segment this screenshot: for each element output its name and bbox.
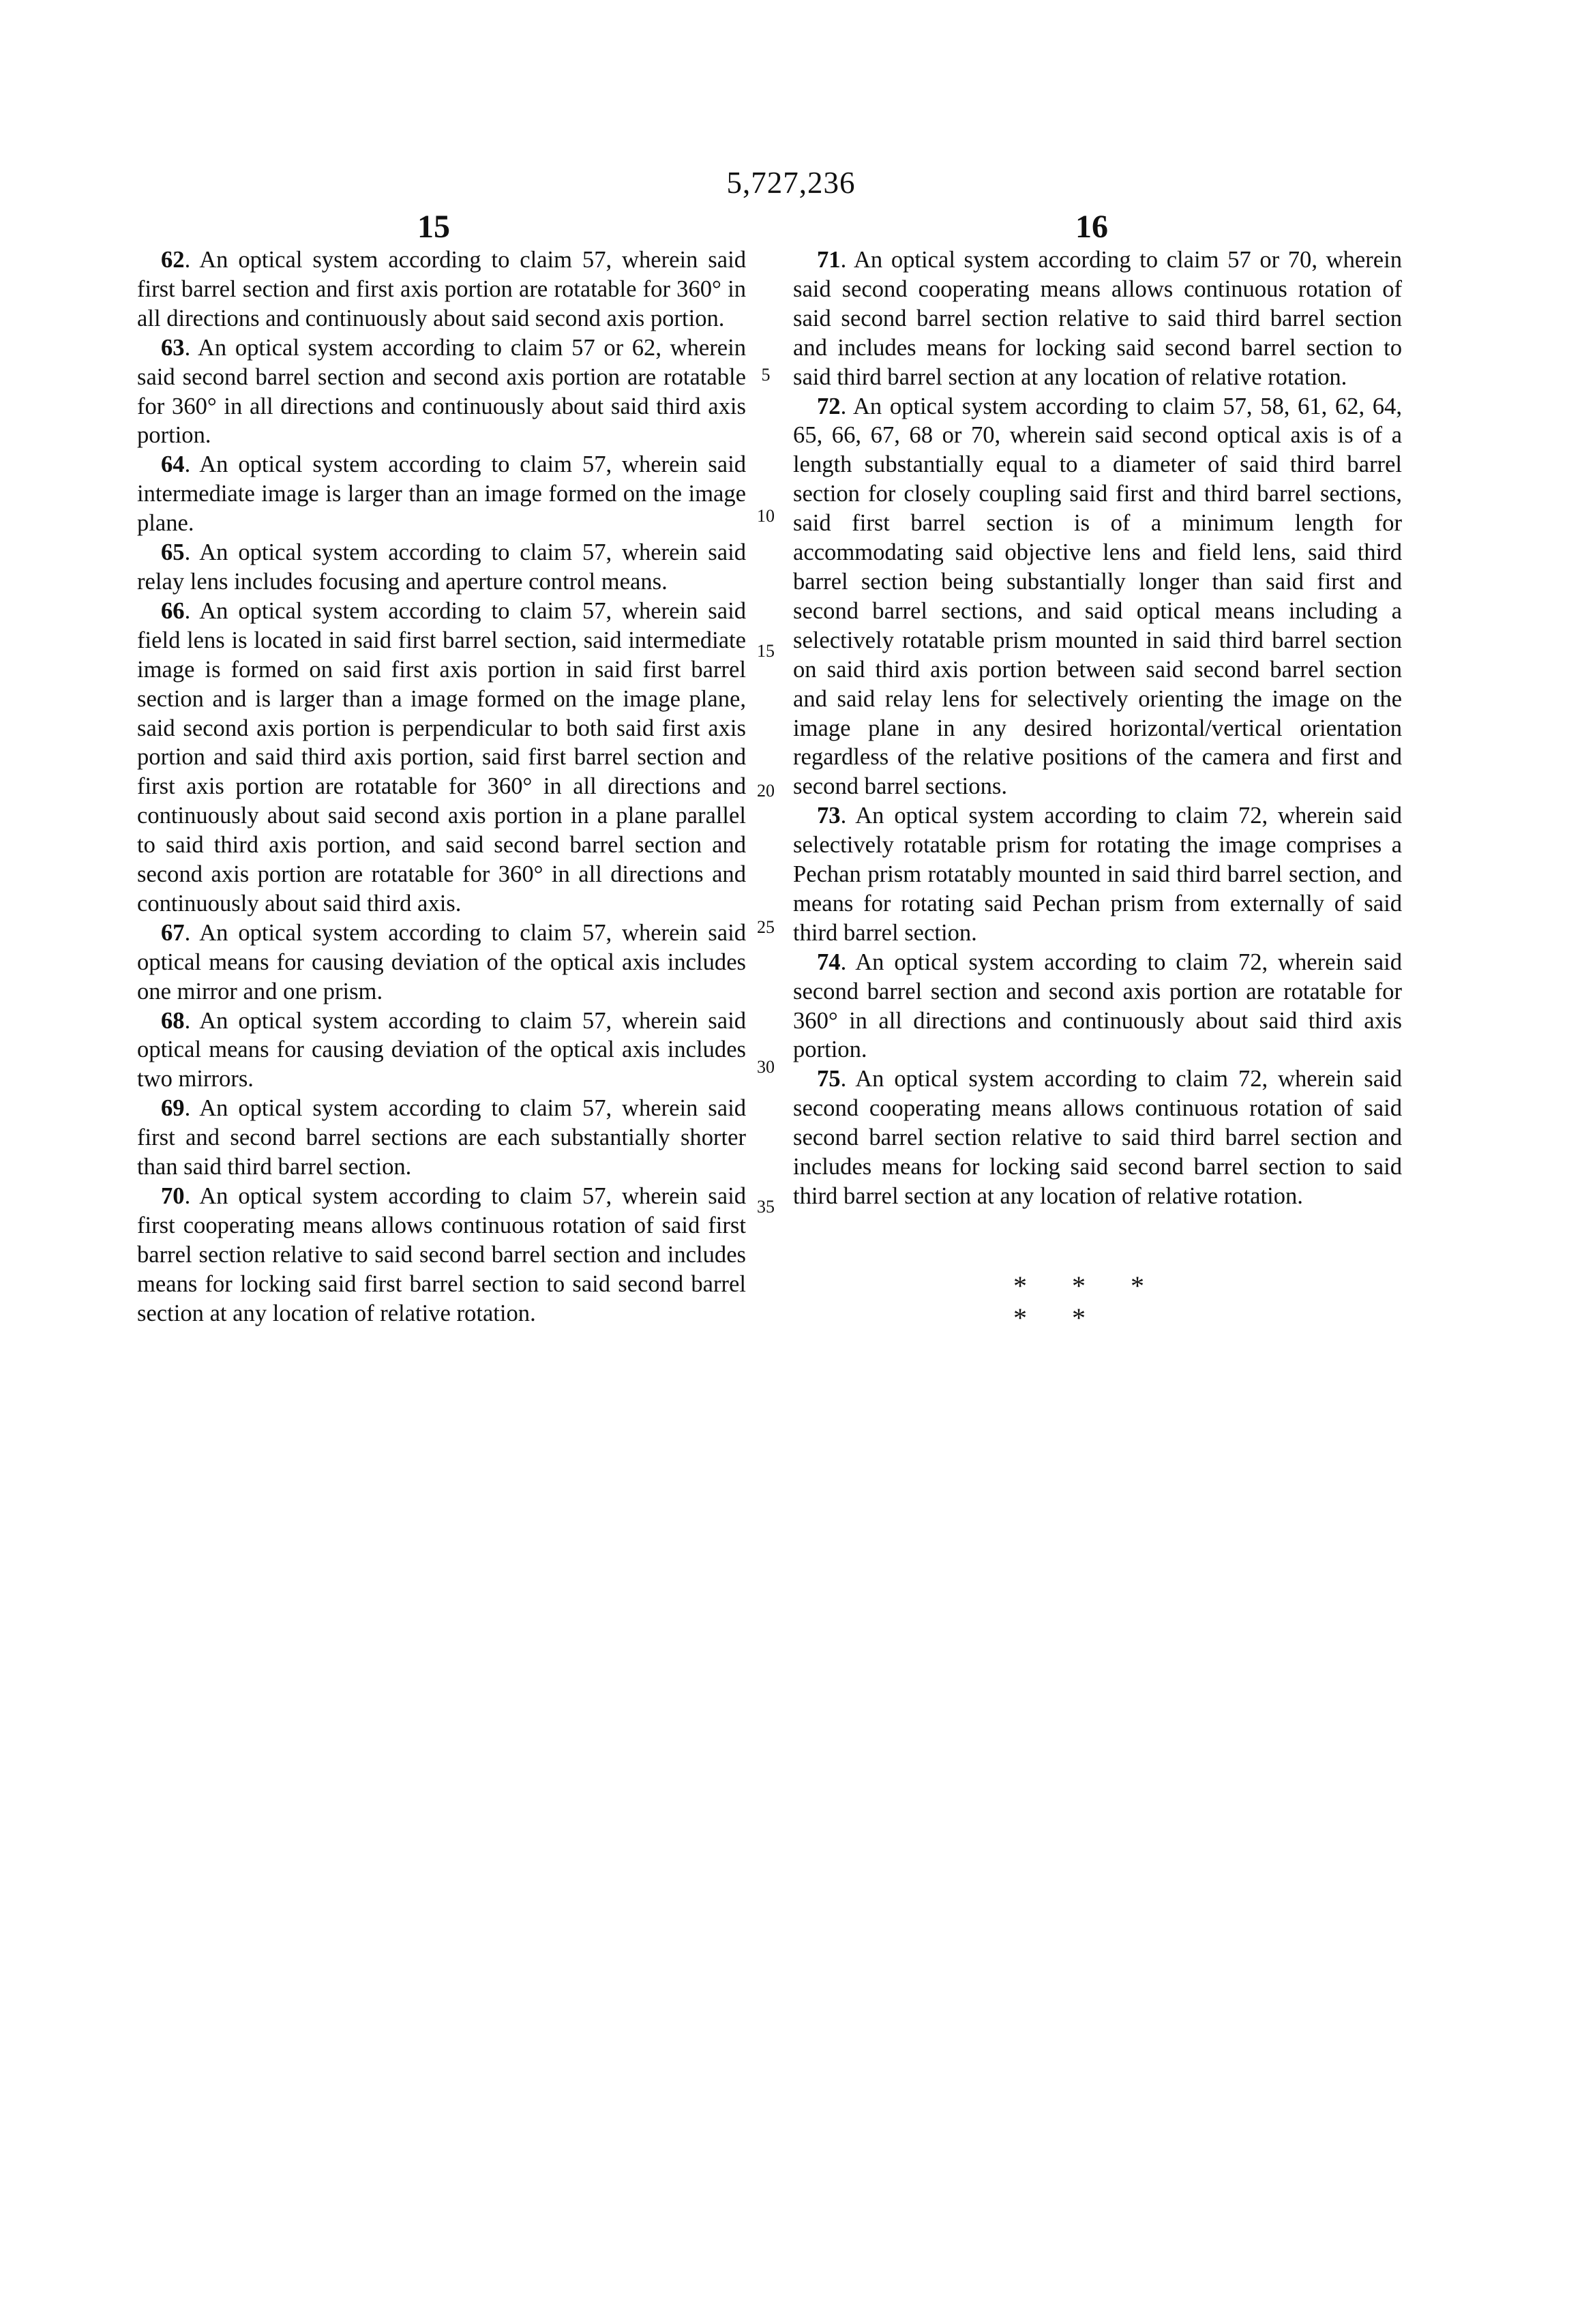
patent-number: 5,727,236 (726, 166, 856, 200)
claim-text: . An optical system according to claim 57, wherein said first barrel section and first axis portion are rotatable for 360° in all directions and continuously about said second axis portion. (137, 247, 746, 331)
claim-text: . An optical system according to claim 57 or 62, wherein said second barrel section and second axis portion are rotatable for 360° in all directions and continuously about said third axis portion. (137, 334, 746, 449)
claim-number: 65 (161, 539, 185, 566)
claim-71 (793, 245, 1402, 392)
claim-70 (137, 1182, 746, 1328)
line-number: 25 (757, 917, 775, 937)
claim-text: . An optical system according to claim 72, wherein said second barrel section and second axis portion are rotatable for 360° in all directions and continuously about said third axis portion. (793, 949, 1402, 1063)
line-number: 20 (757, 781, 775, 801)
line-number: 10 (757, 506, 775, 526)
claim-62 (137, 245, 746, 333)
right-column-claims (793, 245, 1402, 1211)
left-column-claims (137, 245, 746, 1328)
claim-number: 62 (161, 247, 185, 273)
claim-number: 73 (817, 803, 841, 829)
claim-text: . An optical system according to claim 72, wherein said selectively rotatable prism for rotating the image comprises a Pechan prism rotatably mounted in said third barrel section, and means for rotating said Pechan prism from externally of said third barrel section. (793, 803, 1402, 946)
claim-text: . An optical system according to claim 57, 58, 61, 62, 64, 65, 66, 67, 68 or 70, wherein said second optical axis is of a length substantially equal to a diameter of said third barrel section for closely coupling said first and third barrel sections, said first barrel section is of a minimum length for accommodating said objective lens and field lens, said third barrel section being substantially longer than said first and second barrel sections, and said optical means including a selectively rotatable prism mounted in said third barrel section on said third axis portion between said second barrel section and said relay lens for selectively orienting the image on the image plane in any desired horizontal/vertical orientation regardless of the relative positions of the camera and first and second barrel sections. (793, 393, 1402, 800)
claim-68 (137, 1007, 746, 1094)
claim-text: . An optical system according to claim 57 or 70, wherein said second cooperating means allows continuous rotation of said second barrel section relative to said third barrel section and includes means for locking said second barrel section to said third barrel section at any location of relative rotation. (793, 247, 1402, 390)
claim-number: 67 (161, 919, 185, 946)
claim-69 (137, 1094, 746, 1182)
line-number: 5 (761, 365, 771, 385)
claim-text: . An optical system according to claim 57, wherein said first cooperating means allows continuous rotation of said first barrel section relative to said second barrel section and includes means for locking said first barrel section to said second barrel section at any location of relative rotation. (137, 1183, 746, 1326)
claim-text: . An optical system according to claim 72, wherein said second cooperating means allows continuous rotation of said second barrel section relative to said third barrel section and includes means for locking said second barrel section to said third barrel section at any location of relative rotation. (793, 1066, 1402, 1209)
claim-text: . An optical system according to claim 57, wherein said optical means for causing deviation of the optical axis includes one mirror and one prism. (137, 919, 746, 1004)
claim-65 (137, 538, 746, 597)
claim-text: . An optical system according to claim 57, wherein said field lens is located in said first barrel section, said intermediate image is formed on said first axis portion in said first barrel section and is larger than a image formed on the image plane, said second axis portion is perpendicular to both said first axis portion and said third axis portion, said first barrel section and first axis portion are rotatable for 360° in all directions and continuously about said second axis portion in a plane parallel to said third axis portion, and said second barrel section and second axis portion are rotatable for 360° in all directions and continuously about said third axis. (137, 597, 746, 917)
claim-73 (793, 801, 1402, 948)
column-number-left: 15 (417, 209, 450, 245)
claim-75 (793, 1064, 1402, 1211)
claim-number: 64 (161, 451, 185, 478)
claim-number: 72 (817, 393, 841, 419)
line-number: 35 (757, 1197, 775, 1217)
line-number: 30 (757, 1057, 775, 1077)
claim-number: 69 (161, 1095, 185, 1122)
claim-number: 66 (161, 597, 185, 624)
claim-number: 74 (817, 949, 841, 975)
claim-74 (793, 948, 1402, 1065)
claim-number: 68 (161, 1007, 185, 1034)
column-number-right: 16 (1075, 209, 1108, 245)
claim-number: 63 (161, 334, 185, 361)
claim-text: . An optical system according to claim 57, wherein said first and second barrel sections are each substantially shorter than said third barrel section. (137, 1095, 746, 1180)
claim-text: . An optical system according to claim 57, wherein said intermediate image is larger than an image formed on the image plane. (137, 451, 746, 537)
claim-72 (793, 392, 1402, 802)
claim-text: . An optical system according to claim 57, wherein said optical means for causing deviation of the optical axis includes two mirrors. (137, 1007, 746, 1092)
claim-64 (137, 450, 746, 538)
claim-number: 75 (817, 1066, 841, 1092)
claim-text: . An optical system according to claim 57, wherein said relay lens includes focusing and aperture control means. (137, 539, 746, 595)
claim-number: 70 (161, 1183, 185, 1209)
end-of-document-mark: * * * * * (1013, 1270, 1163, 1333)
claim-66 (137, 597, 746, 919)
claim-67 (137, 919, 746, 1007)
claim-63 (137, 333, 746, 451)
claim-number: 71 (817, 247, 841, 273)
line-number: 15 (757, 641, 775, 661)
